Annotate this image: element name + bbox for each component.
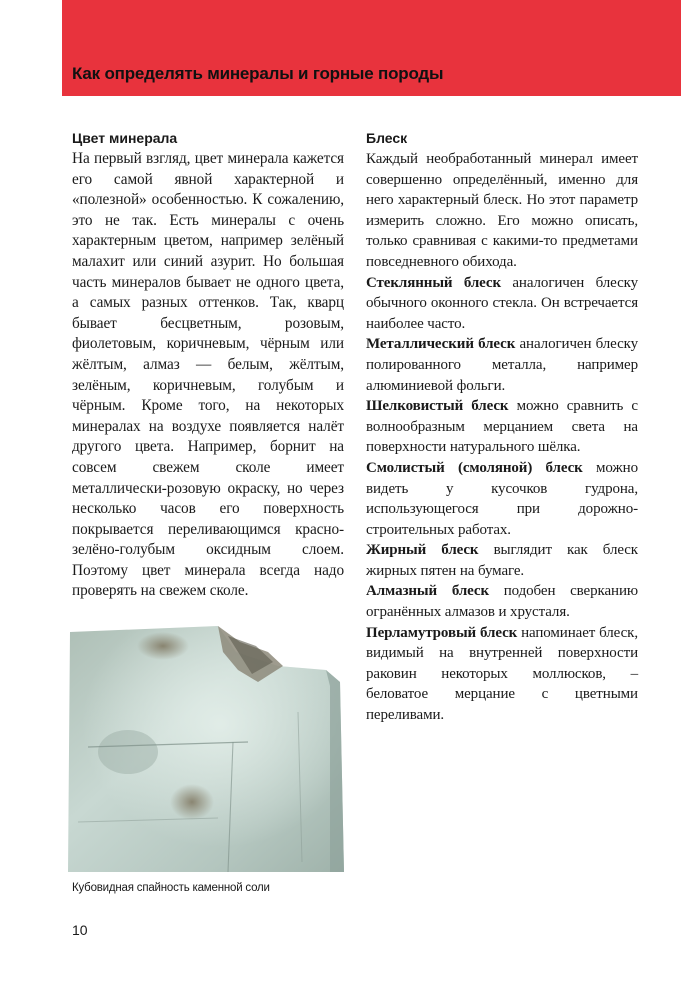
luster-term: Жирный блеск (366, 542, 479, 559)
page-number: 10 (72, 922, 88, 938)
luster-term: Шелковистый блеск (366, 398, 509, 415)
luster-type-pearly (366, 623, 638, 726)
luster-term: Перламутровый блеск (366, 624, 518, 641)
luster-intro: Каждый необработанный минерал имеет совершенно определённый, именно для него характерный блеск. Но этот параметр измерить сложно. Его можно описать, только сравнивая с какими-то предметами повседневного обихода. (366, 151, 638, 270)
luster-section (366, 128, 638, 726)
luster-type-metallic (366, 334, 638, 396)
color-section-text: На первый взгляд, цвет минерала кажется его самой явной характерной и «полезной» особенностью. К сожалению, это не так. Есть минералы с очень характерным цветом, например зелёный малахит или синий азурит. Но большая часть минералов бывает не одного цвета, а самых разных оттенков. Так, кварц бывает бесцветным, розовым, фиолетовым, коричневым, чёрным или жёлтым, алмаз — белым, жёлтым, зелёным, коричневым, голубым и чёрным. Кроме того, на некоторых минералах на воздухе появляется налёт другого цвета. Например, борнит на совсем свежем сколе имеет металлически-розовую окраску, но через несколько часов его поверхность покрывается переливающимся красно-зелёно-голубым оксидным слоем. Поэтому цвет минерала всегда надо проверять на свежем сколе. (72, 150, 344, 600)
luster-term: Стеклянный блеск (366, 274, 502, 291)
luster-type-adamantine (366, 581, 638, 622)
luster-type-silky (366, 396, 638, 458)
chapter-header-bar (62, 0, 681, 96)
luster-desc: можно видеть у кусочков гудрона, использующегося при дорожно-строительных работах. (366, 459, 638, 538)
halite-crystal-photo (68, 622, 348, 874)
photo-caption: Кубовидная спайность каменной соли (72, 882, 270, 894)
luster-desc: напоминает блеск, видимый на внутренней поверхности раковин некоторых моллюсков, – беловатое мерцание с цветными переливами. (366, 624, 638, 724)
luster-desc: аналогичен блеску обычного оконного стекла. Он встречается наиболее часто. (366, 274, 638, 332)
luster-type-glass (366, 273, 638, 335)
chapter-title: Как определять минералы и горные породы (72, 64, 444, 83)
luster-type-resinous (366, 458, 638, 540)
luster-term: Металлический блеск (366, 336, 516, 353)
luster-section-title: Блеск (366, 130, 408, 146)
luster-desc: аналогичен блеску полированного металла, например алюминиевой фольги. (366, 336, 639, 394)
luster-term: Смолистый (смоляной) блеск (366, 459, 583, 476)
luster-desc: можно сравнить с волнообразным мерцанием света на поверхности натурального шёлка. (366, 398, 638, 456)
luster-term: Алмазный блеск (366, 583, 489, 600)
color-section-title: Цвет минерала (72, 130, 178, 146)
luster-desc: выглядит как блеск жирных пятен на бумаге. (366, 542, 639, 579)
luster-type-greasy (366, 540, 638, 581)
color-section (72, 128, 344, 602)
luster-desc: подобен сверканию огранённых алмазов и хрусталя. (366, 583, 638, 621)
